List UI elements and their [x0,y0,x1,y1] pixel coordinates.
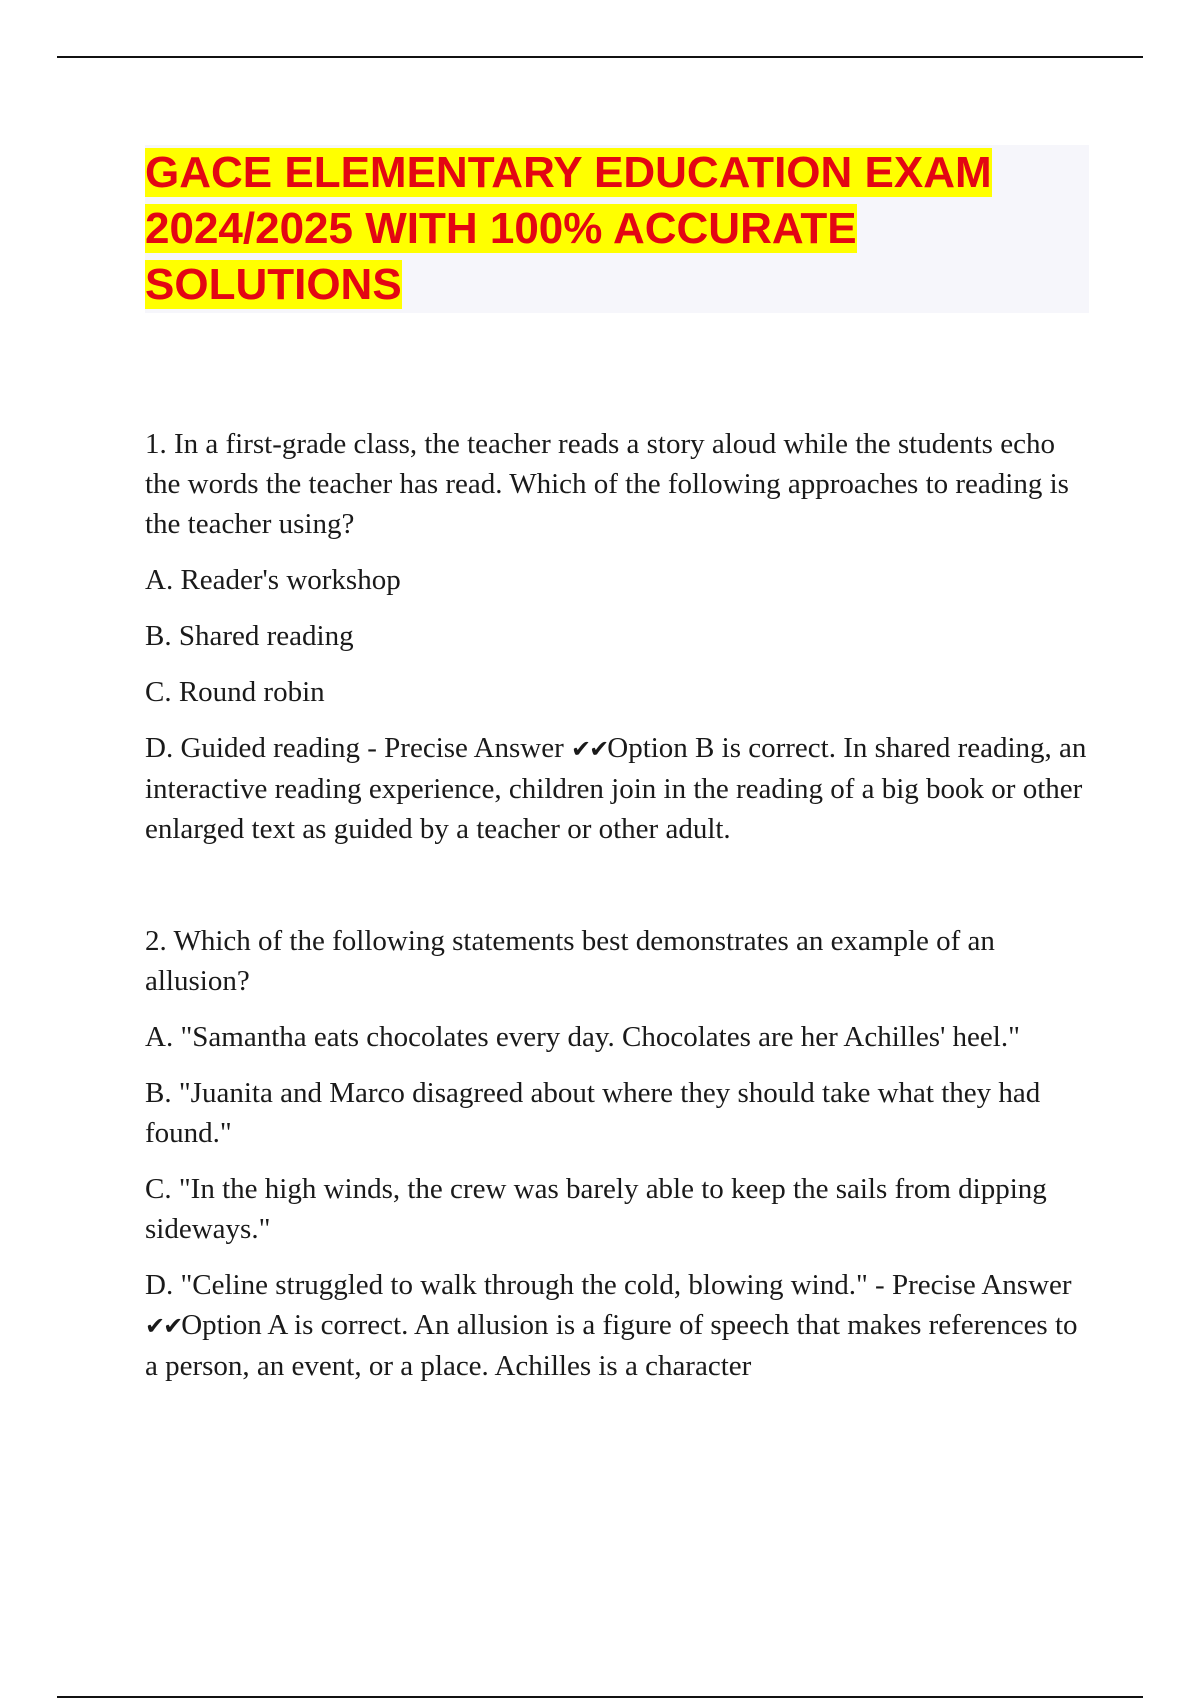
solution-text: Option A is correct. An allusion is a figure of speech that makes references to a person, an event, or a place. Achilles is a character [145,1309,1078,1382]
document-body [145,424,1090,1402]
answer-option-c: C. "In the high winds, the crew was barely able to keep the sails from dipping sideways." [145,1173,1047,1245]
question-stem: 1. In a first-grade class, the teacher reads a story aloud while the students echo the words the teacher has read. Which of the following approaches to reading is the teacher using? [145,428,1069,540]
answer-option-b: B. Shared reading [145,620,354,652]
answer-option-d-with-solution [145,728,1090,849]
question-spacer [145,865,1090,921]
answer-option-c: C. Round robin [145,676,325,708]
document-title: GACE ELEMENTARY EDUCATION EXAM 2024/2025 WITH 100% ACCURATE SOLUTIONS [145,148,992,309]
bottom-rule [57,1696,1143,1698]
answer-option-a: A. "Samantha eats chocolates every day. Chocolates are her Achilles' heel." [145,1021,1020,1053]
check-mark-icon: ✔✔ [571,735,608,763]
check-mark-icon: ✔✔ [145,1312,182,1340]
answer-option-a: A. Reader's workshop [145,564,401,596]
top-rule [57,56,1143,58]
question-stem: 2. Which of the following statements best demonstrates an example of an allusion? [145,925,995,997]
question-1 [145,424,1090,849]
answer-option-b: B. "Juanita and Marco disagreed about where they should take what they had found." [145,1077,1041,1149]
answer-option-d: D. "Celine struggled to walk through the cold, blowing wind." - Precise Answer [145,1269,1072,1301]
solution-text: Option B is correct. In shared reading, an interactive reading experience, children join in the reading of a big book or other enlarged text as guided by a teacher or other adult. [145,732,1087,845]
title-banner [145,145,1089,313]
answer-option-d-with-solution [145,1265,1090,1386]
question-2 [145,921,1090,1386]
answer-option-d: D. Guided reading - Precise Answer [145,732,572,764]
